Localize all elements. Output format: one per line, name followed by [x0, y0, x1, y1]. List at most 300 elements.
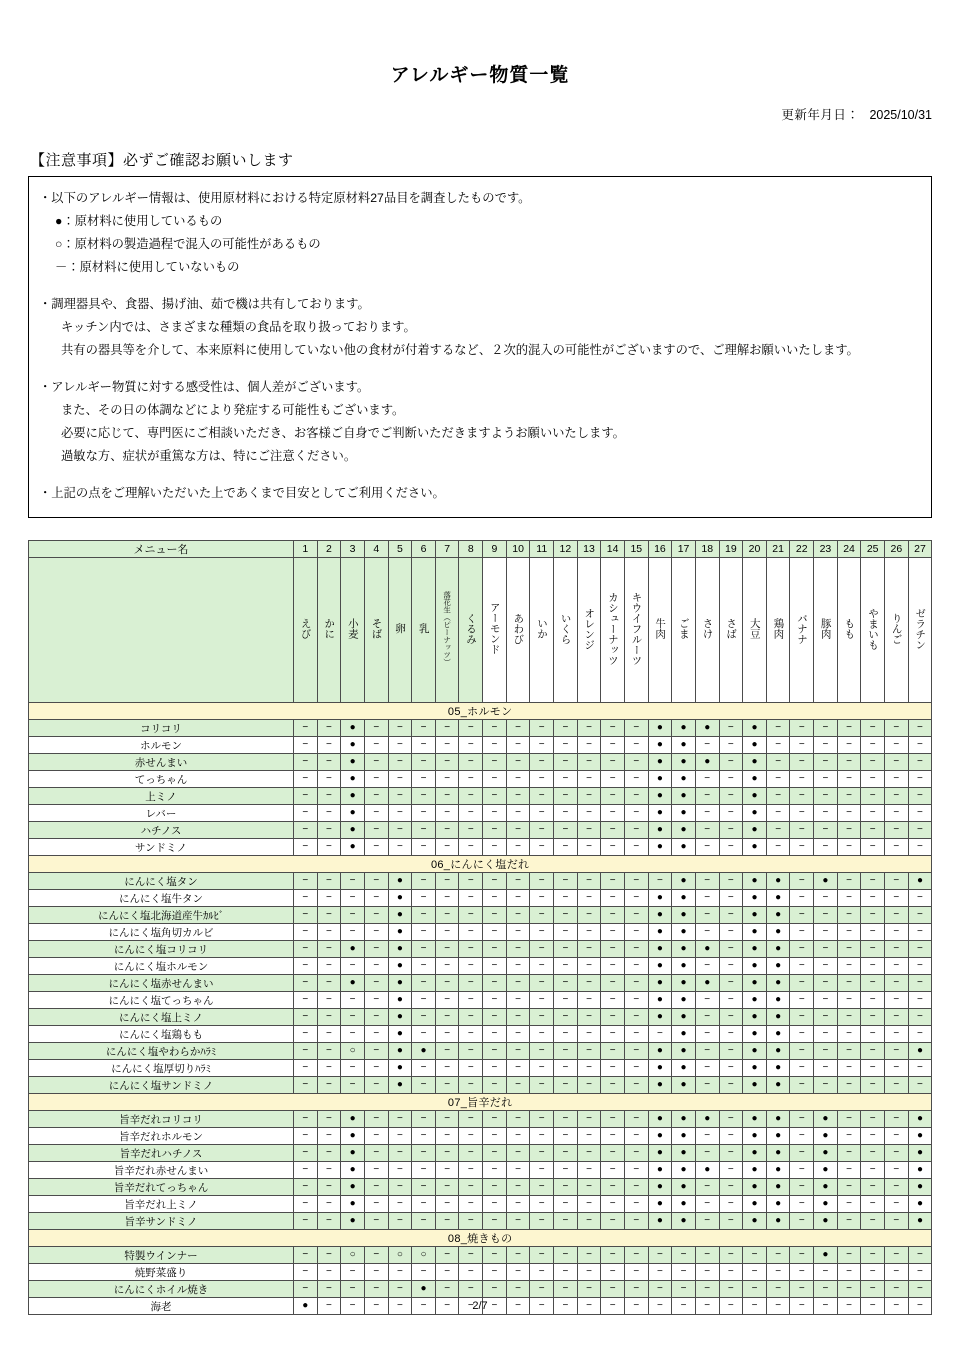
mark-contains: ●: [648, 737, 672, 754]
mark-contains: ●: [672, 1111, 696, 1128]
mark-absent: −: [790, 941, 814, 958]
mark-absent: −: [885, 992, 909, 1009]
mark-contains: ●: [743, 1111, 767, 1128]
mark-contains: ●: [341, 1179, 365, 1196]
mark-absent: −: [577, 1281, 601, 1298]
table-row: [29, 1077, 932, 1094]
table-row: [29, 907, 932, 924]
mark-absent: −: [837, 822, 861, 839]
section-header-row: [29, 1094, 932, 1111]
mark-absent: −: [624, 975, 648, 992]
mark-absent: −: [294, 771, 318, 788]
mark-absent: −: [885, 1077, 909, 1094]
mark-absent: −: [790, 805, 814, 822]
mark-absent: −: [459, 822, 483, 839]
notice-line: 必要に応じて、専門医にご相談いただき、お客様ご自身でご判断いただきますようお願いいたします。: [61, 426, 625, 440]
mark-absent: −: [483, 754, 507, 771]
mark-absent: −: [317, 941, 341, 958]
menu-item-name: 旨辛だれハチノス: [29, 1145, 294, 1162]
mark-absent: −: [790, 788, 814, 805]
mark-absent: −: [530, 839, 554, 856]
mark-absent: −: [719, 1060, 743, 1077]
mark-absent: −: [554, 1111, 578, 1128]
mark-absent: −: [506, 1162, 530, 1179]
allergen-name-header: [908, 558, 932, 703]
mark-contains: ●: [672, 805, 696, 822]
section-header-row: [29, 856, 932, 873]
menu-item-name: にんにく塩タン: [29, 873, 294, 890]
mark-absent: −: [554, 805, 578, 822]
mark-absent: −: [648, 873, 672, 890]
allergen-name-header: [837, 558, 861, 703]
mark-absent: −: [861, 1264, 885, 1281]
menu-item-name: にんにく塩コリコリ: [29, 941, 294, 958]
mark-absent: −: [435, 720, 459, 737]
mark-contains: ●: [341, 737, 365, 754]
mark-absent: −: [294, 1077, 318, 1094]
mark-contains: ●: [908, 1145, 932, 1162]
mark-absent: −: [861, 839, 885, 856]
mark-absent: −: [908, 975, 932, 992]
mark-absent: −: [554, 1009, 578, 1026]
mark-absent: −: [364, 1247, 388, 1264]
mark-absent: −: [624, 720, 648, 737]
mark-contains: ●: [766, 1043, 790, 1060]
mark-contains: ●: [766, 890, 790, 907]
mark-absent: −: [790, 1281, 814, 1298]
mark-absent: −: [388, 1264, 412, 1281]
mark-absent: −: [483, 1179, 507, 1196]
mark-absent: −: [364, 958, 388, 975]
mark-contains: ●: [388, 907, 412, 924]
mark-absent: −: [435, 1281, 459, 1298]
mark-contains: ●: [743, 1026, 767, 1043]
mark-absent: −: [672, 1281, 696, 1298]
allergen-number-header: 14: [601, 541, 625, 558]
menu-item-name: にんにく塩牛タン: [29, 890, 294, 907]
mark-absent: −: [601, 1298, 625, 1315]
mark-absent: −: [483, 720, 507, 737]
mark-absent: −: [908, 805, 932, 822]
mark-absent: −: [530, 992, 554, 1009]
mark-absent: −: [341, 873, 365, 890]
mark-absent: −: [412, 873, 436, 890]
mark-absent: −: [790, 771, 814, 788]
mark-absent: −: [317, 1264, 341, 1281]
menu-item-name: にんにく塩ホルモン: [29, 958, 294, 975]
allergen-name-header: [695, 558, 719, 703]
mark-absent: −: [624, 1077, 648, 1094]
mark-absent: −: [483, 958, 507, 975]
notice-line: ○：原材料の製造過程で混入の可能性があるもの: [55, 237, 321, 251]
mark-absent: −: [459, 1026, 483, 1043]
mark-absent: −: [624, 822, 648, 839]
mark-absent: −: [435, 890, 459, 907]
mark-absent: −: [317, 975, 341, 992]
mark-absent: −: [459, 1281, 483, 1298]
mark-absent: −: [577, 1111, 601, 1128]
mark-absent: −: [861, 805, 885, 822]
mark-absent: −: [554, 1281, 578, 1298]
mark-contains: ●: [341, 1128, 365, 1145]
mark-absent: −: [885, 1298, 909, 1315]
mark-absent: −: [743, 1264, 767, 1281]
allergen-number-header: 15: [624, 541, 648, 558]
mark-absent: −: [885, 1060, 909, 1077]
mark-absent: −: [317, 1196, 341, 1213]
mark-absent: −: [624, 1111, 648, 1128]
menu-item-name: にんにく塩角切カルビ: [29, 924, 294, 941]
mark-absent: −: [412, 958, 436, 975]
mark-absent: −: [861, 1196, 885, 1213]
mark-absent: −: [885, 1281, 909, 1298]
table-row: [29, 1043, 932, 1060]
mark-contains: ●: [743, 822, 767, 839]
mark-absent: −: [908, 1060, 932, 1077]
mark-contains: ●: [908, 873, 932, 890]
mark-absent: −: [294, 992, 318, 1009]
mark-absent: −: [790, 1179, 814, 1196]
mark-absent: −: [885, 907, 909, 924]
mark-contains: ●: [648, 1009, 672, 1026]
mark-absent: −: [554, 975, 578, 992]
allergen-name-text: 大豆: [748, 618, 761, 639]
mark-absent: −: [388, 1298, 412, 1315]
table-row: [29, 771, 932, 788]
allergen-name-text: ごま: [677, 618, 690, 639]
mark-absent: −: [506, 1196, 530, 1213]
mark-absent: −: [364, 924, 388, 941]
table-row: [29, 992, 932, 1009]
mark-absent: −: [790, 720, 814, 737]
mark-absent: −: [885, 890, 909, 907]
table-row: [29, 1179, 932, 1196]
mark-absent: −: [885, 720, 909, 737]
mark-absent: −: [648, 1264, 672, 1281]
mark-absent: −: [601, 1145, 625, 1162]
mark-absent: −: [577, 737, 601, 754]
mark-absent: −: [459, 1213, 483, 1230]
mark-absent: −: [294, 1213, 318, 1230]
mark-contains: ●: [743, 1196, 767, 1213]
mark-contains: ●: [388, 941, 412, 958]
mark-contains: ●: [743, 975, 767, 992]
mark-absent: −: [459, 873, 483, 890]
mark-absent: −: [577, 1026, 601, 1043]
mark-absent: −: [837, 788, 861, 805]
mark-absent: −: [624, 907, 648, 924]
mark-absent: −: [530, 1281, 554, 1298]
mark-contains: ●: [648, 1213, 672, 1230]
mark-absent: −: [435, 822, 459, 839]
notice-box: [28, 176, 932, 518]
mark-contains: ●: [766, 1145, 790, 1162]
mark-contains: ●: [672, 992, 696, 1009]
allergen-number-header: 3: [341, 541, 365, 558]
mark-absent: −: [364, 992, 388, 1009]
mark-absent: −: [719, 924, 743, 941]
mark-absent: −: [601, 1196, 625, 1213]
mark-absent: −: [790, 1026, 814, 1043]
allergen-table: [28, 540, 932, 1315]
allergen-name-text: 豚肉: [819, 618, 832, 639]
allergen-number-header: 18: [695, 541, 719, 558]
allergen-name-text: カシューナッツ: [606, 591, 619, 666]
allergen-name-text: 牛肉: [654, 618, 667, 639]
mark-absent: −: [719, 941, 743, 958]
mark-absent: −: [908, 1009, 932, 1026]
mark-absent: −: [814, 975, 838, 992]
mark-absent: −: [861, 958, 885, 975]
section-header-row: [29, 1230, 932, 1247]
mark-absent: −: [364, 771, 388, 788]
mark-absent: −: [483, 1043, 507, 1060]
mark-absent: −: [483, 1060, 507, 1077]
mark-absent: −: [483, 941, 507, 958]
mark-absent: −: [814, 737, 838, 754]
mark-absent: −: [483, 992, 507, 1009]
allergen-name-header: [814, 558, 838, 703]
mark-absent: −: [530, 873, 554, 890]
mark-contains: ●: [648, 822, 672, 839]
notice-line: ・上記の点をご理解いただいた上であくまで目安としてご利用ください。: [39, 486, 445, 500]
mark-absent: −: [624, 873, 648, 890]
mark-absent: −: [554, 1077, 578, 1094]
mark-absent: −: [719, 958, 743, 975]
menu-item-name: 旨辛だれ赤せんまい: [29, 1162, 294, 1179]
mark-absent: −: [719, 1213, 743, 1230]
mark-absent: −: [885, 1043, 909, 1060]
mark-absent: −: [412, 771, 436, 788]
mark-contains: ●: [672, 873, 696, 890]
mark-absent: −: [790, 1111, 814, 1128]
menu-item-name: てっちゃん: [29, 771, 294, 788]
mark-absent: −: [837, 924, 861, 941]
notice-line: ・アレルギー物質に対する感受性は、個人差がございます。: [39, 380, 370, 394]
mark-absent: −: [577, 1145, 601, 1162]
mark-contains: ●: [766, 1196, 790, 1213]
mark-absent: −: [294, 1043, 318, 1060]
mark-absent: −: [790, 907, 814, 924]
table-header: [29, 541, 932, 703]
header-name-row: [29, 558, 932, 703]
allergen-name-text: オレンジ: [583, 607, 596, 650]
mark-absent: −: [317, 754, 341, 771]
mark-absent: −: [837, 805, 861, 822]
mark-absent: −: [577, 1213, 601, 1230]
mark-absent: −: [435, 771, 459, 788]
mark-absent: −: [814, 924, 838, 941]
allergen-name-header: [766, 558, 790, 703]
mark-absent: −: [364, 822, 388, 839]
mark-absent: −: [719, 1043, 743, 1060]
mark-absent: −: [790, 1196, 814, 1213]
mark-absent: −: [790, 958, 814, 975]
mark-absent: −: [506, 720, 530, 737]
mark-absent: −: [435, 1009, 459, 1026]
mark-absent: −: [861, 1111, 885, 1128]
mark-absent: −: [388, 1281, 412, 1298]
mark-absent: −: [695, 992, 719, 1009]
mark-absent: −: [814, 1026, 838, 1043]
mark-absent: −: [459, 1128, 483, 1145]
page-footer: 2/7: [472, 1300, 488, 1312]
mark-contains: ●: [743, 1179, 767, 1196]
mark-absent: −: [814, 839, 838, 856]
mark-absent: −: [388, 1128, 412, 1145]
mark-absent: −: [388, 1111, 412, 1128]
mark-absent: −: [435, 958, 459, 975]
mark-absent: −: [695, 839, 719, 856]
mark-contains: ●: [341, 975, 365, 992]
mark-absent: −: [554, 1247, 578, 1264]
mark-absent: −: [341, 1026, 365, 1043]
allergen-name-text: もも: [843, 618, 856, 639]
mark-absent: −: [483, 1026, 507, 1043]
mark-absent: −: [861, 924, 885, 941]
mark-absent: −: [317, 1162, 341, 1179]
section-label: 06_にんにく塩だれ: [29, 856, 932, 873]
mark-contains: ●: [648, 958, 672, 975]
mark-absent: −: [317, 1009, 341, 1026]
mark-absent: −: [317, 1077, 341, 1094]
mark-absent: −: [388, 1179, 412, 1196]
mark-contains: ●: [388, 1026, 412, 1043]
mark-absent: −: [435, 1077, 459, 1094]
mark-absent: −: [861, 1247, 885, 1264]
mark-absent: −: [317, 1247, 341, 1264]
mark-contains: ●: [672, 1043, 696, 1060]
mark-absent: −: [790, 924, 814, 941]
mark-absent: −: [908, 1281, 932, 1298]
mark-absent: −: [530, 1043, 554, 1060]
mark-absent: −: [719, 1298, 743, 1315]
mark-absent: −: [435, 754, 459, 771]
page-title: [0, 0, 960, 87]
mark-absent: −: [908, 737, 932, 754]
mark-contains: ●: [743, 1162, 767, 1179]
mark-absent: −: [530, 1060, 554, 1077]
mark-contains: ●: [814, 1247, 838, 1264]
mark-contains: ●: [743, 839, 767, 856]
mark-absent: −: [601, 720, 625, 737]
mark-absent: −: [388, 754, 412, 771]
menu-item-name: 旨辛だれホルモン: [29, 1128, 294, 1145]
mark-absent: −: [885, 924, 909, 941]
mark-absent: −: [837, 1281, 861, 1298]
table-row: [29, 1128, 932, 1145]
mark-absent: −: [766, 1281, 790, 1298]
mark-absent: −: [317, 1145, 341, 1162]
mark-contains: ●: [648, 1060, 672, 1077]
mark-absent: −: [790, 1145, 814, 1162]
mark-contains: ●: [341, 1145, 365, 1162]
allergen-number-header: 8: [459, 541, 483, 558]
header-number-row: [29, 541, 932, 558]
allergen-number-header: 7: [435, 541, 459, 558]
allergen-name-text: キウイフルーツ: [630, 591, 643, 666]
mark-contains: ●: [412, 1043, 436, 1060]
mark-absent: −: [530, 1128, 554, 1145]
mark-absent: −: [577, 1077, 601, 1094]
mark-absent: −: [459, 958, 483, 975]
mark-absent: −: [341, 958, 365, 975]
mark-absent: −: [459, 1162, 483, 1179]
mark-absent: −: [341, 924, 365, 941]
mark-contains: ●: [743, 737, 767, 754]
mark-absent: −: [483, 1281, 507, 1298]
allergen-name-text: ゼラチン: [914, 607, 927, 650]
mark-absent: −: [837, 754, 861, 771]
mark-absent: −: [530, 1298, 554, 1315]
menu-item-name: サンドミノ: [29, 839, 294, 856]
mark-absent: −: [412, 839, 436, 856]
mark-absent: −: [435, 1247, 459, 1264]
mark-contains: ●: [341, 754, 365, 771]
menu-item-name: 海老: [29, 1298, 294, 1315]
mark-absent: −: [861, 1009, 885, 1026]
mark-absent: −: [814, 720, 838, 737]
mark-absent: −: [483, 1196, 507, 1213]
menu-item-name: にんにく塩サンドミノ: [29, 1077, 294, 1094]
mark-absent: −: [790, 1162, 814, 1179]
mark-may-contain: ○: [412, 1247, 436, 1264]
mark-absent: −: [483, 737, 507, 754]
allergen-number-header: 20: [743, 541, 767, 558]
mark-absent: −: [885, 822, 909, 839]
mark-absent: −: [908, 771, 932, 788]
mark-absent: −: [577, 1060, 601, 1077]
mark-absent: −: [483, 1298, 507, 1315]
mark-absent: −: [364, 941, 388, 958]
allergen-name-header: [885, 558, 909, 703]
mark-absent: −: [743, 1247, 767, 1264]
allergen-name-text: いか: [535, 618, 548, 639]
mark-absent: −: [530, 1026, 554, 1043]
mark-absent: −: [412, 720, 436, 737]
mark-contains: ●: [743, 805, 767, 822]
mark-absent: −: [530, 1264, 554, 1281]
mark-absent: −: [412, 1060, 436, 1077]
mark-absent: −: [435, 737, 459, 754]
notice-spacer: [29, 468, 931, 482]
mark-absent: −: [317, 907, 341, 924]
mark-contains: ●: [672, 1162, 696, 1179]
mark-absent: −: [601, 1162, 625, 1179]
menu-item-name: 旨辛サンドミノ: [29, 1213, 294, 1230]
mark-absent: −: [861, 992, 885, 1009]
mark-absent: −: [459, 788, 483, 805]
table-row: [29, 1145, 932, 1162]
mark-absent: −: [364, 907, 388, 924]
page-title-text: アレルギー物質一覧: [390, 65, 570, 86]
table-row: [29, 958, 932, 975]
mark-absent: −: [435, 1128, 459, 1145]
mark-absent: −: [837, 1128, 861, 1145]
mark-contains: ●: [672, 941, 696, 958]
mark-absent: −: [719, 1009, 743, 1026]
allergen-number-header: 21: [766, 541, 790, 558]
menu-item-name: にんにく塩てっちゃん: [29, 992, 294, 1009]
mark-absent: −: [577, 992, 601, 1009]
mark-absent: −: [364, 1060, 388, 1077]
mark-absent: −: [861, 788, 885, 805]
mark-absent: −: [506, 805, 530, 822]
mark-absent: −: [790, 839, 814, 856]
mark-contains: ●: [672, 771, 696, 788]
mark-absent: −: [766, 822, 790, 839]
mark-absent: −: [317, 1026, 341, 1043]
